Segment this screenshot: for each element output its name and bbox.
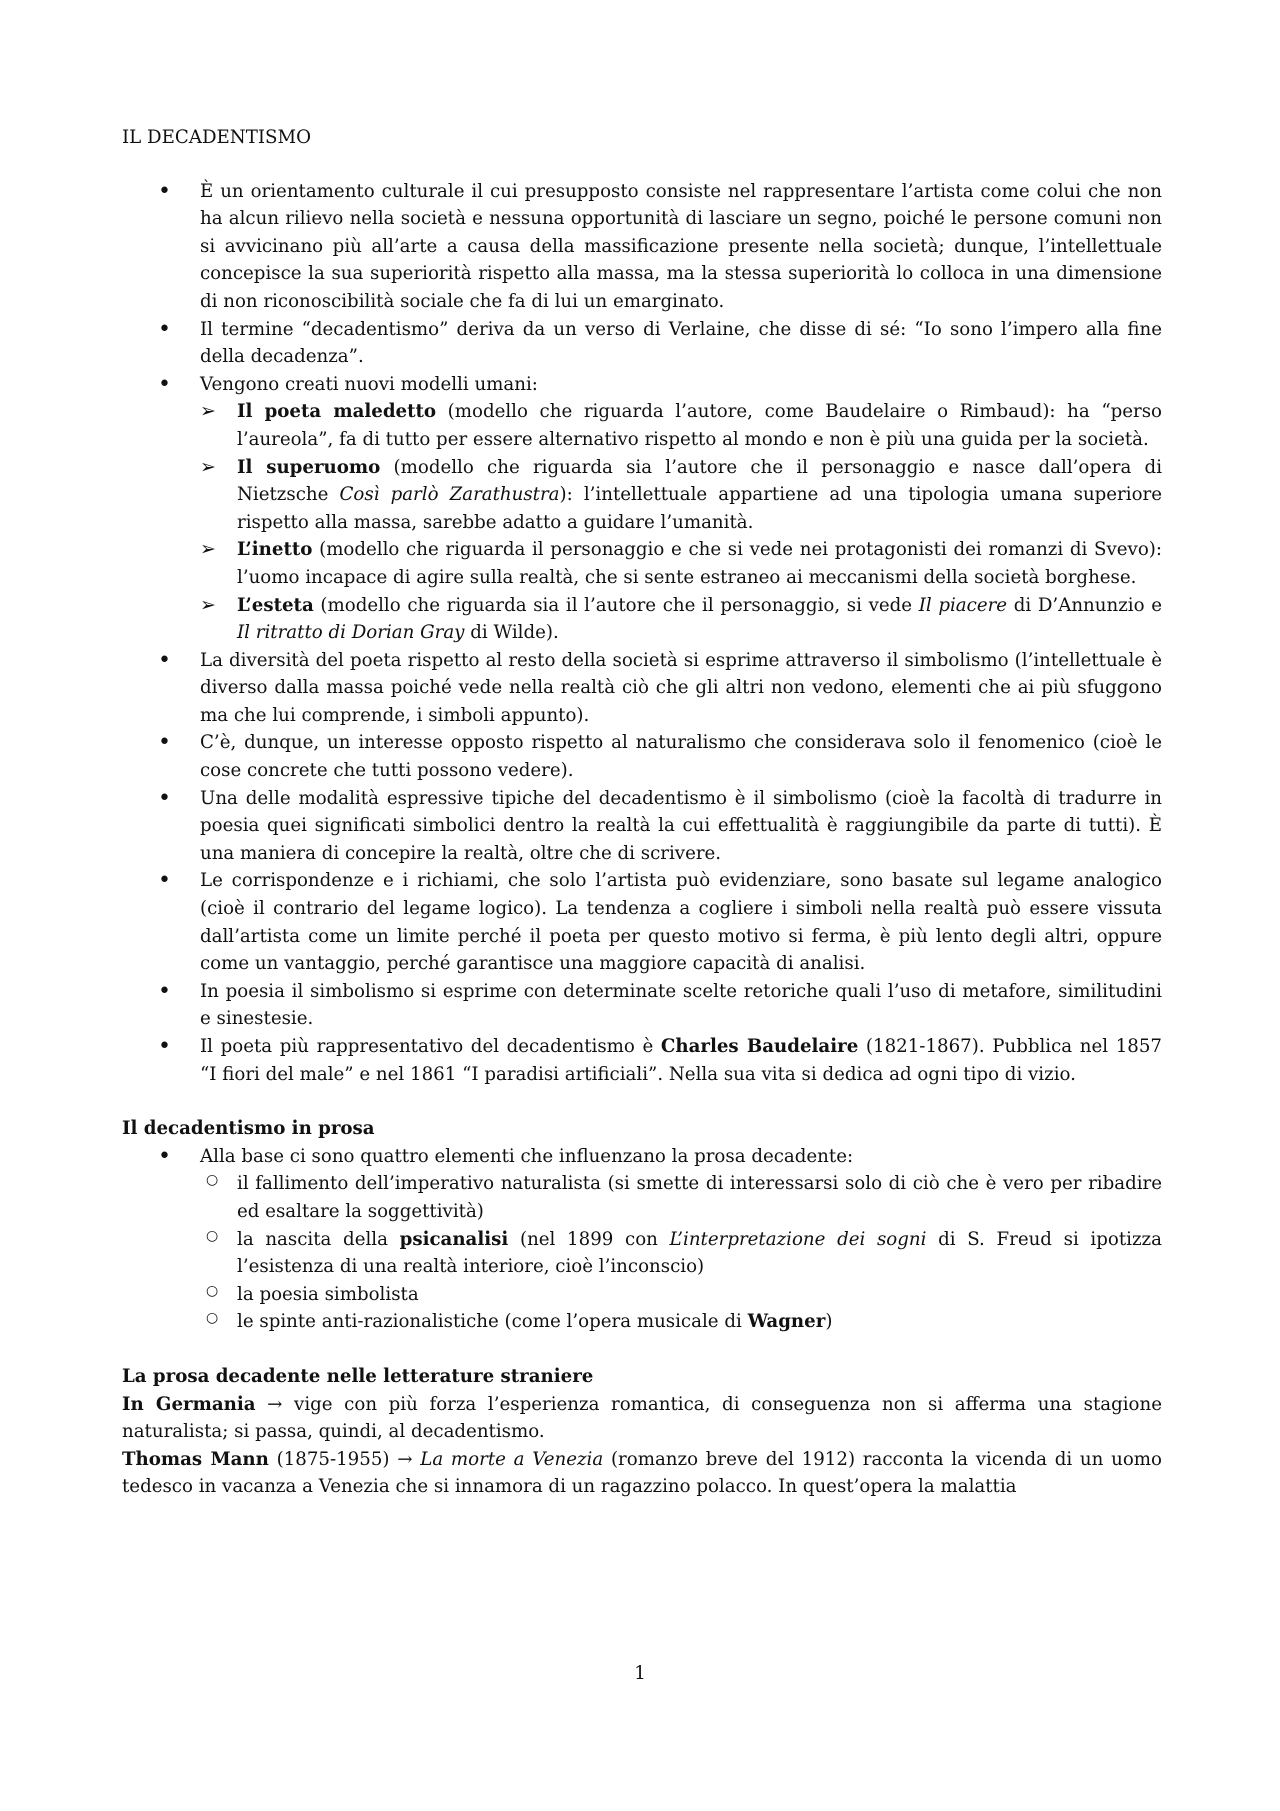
sub-list-item: ➢ L’esteta (modello che riguarda sia il l’autore che il personaggio, si vede Il piacere di D’Annunzio e Il ritratto di Dorian Gray di Wilde).	[200, 593, 1162, 644]
list-item: • In poesia il simbolismo si esprime con determinate scelte retoriche quali l’uso di metafore, similitudini e sinestesie.	[158, 978, 1162, 1030]
sub-list-item: ○ le spinte anti-razionalistiche (come l’opera musicale di Wagner)	[200, 1308, 1162, 1336]
sub-list-item: ○ il fallimento dell’imperativo naturalista (si smette di interessarsi solo di ciò che è vero per ribadire ed esaltare la soggettività)	[200, 1170, 1162, 1225]
arrow-bullet-icon: ➢	[200, 538, 216, 561]
bullet-icon: •	[158, 868, 171, 894]
bullet-icon: •	[158, 978, 171, 1004]
sub-list-item: ○ la poesia simbolista	[200, 1281, 1162, 1309]
list-item: • Il poeta più rappresentativo del decadentismo è Charles Baudelaire (1821-1867). Pubblica nel 1857 “I fiori del male” e nel 1861 “I paradisi artificiali”. Nella sua vita si dedica ad ogni tipo di vizio.	[158, 1034, 1162, 1085]
list-item: • Alla base ci sono quattro elementi che influenzano la prosa decadente: ○ il fallimento dell’imperativo naturalista (si smette di interessarsi solo di ciò che è vero per ribadire ed esaltare la soggettività) ○ la nascita della psicanalisi (nel 1899 con L’interpretazione dei sogni di S. Freud si ipotizza l’esistenza di una realtà interiore, cioè l’inconscio) ○ la poesia simbolista ○ le spinte anti-razionalistiche (come l’opera musicale di Wagner)	[122, 1143, 1162, 1336]
bullet-icon: •	[158, 785, 171, 811]
document-title: IL DECADENTISMO	[122, 127, 312, 148]
sub-list-item: ○ la nascita della psicanalisi (nel 1899 con L’interpretazione dei sogni di S. Freud si ipotizza l’esistenza di una realtà interiore, cioè l’inconscio)	[200, 1226, 1162, 1281]
section-heading-straniere: La prosa decadente nelle letterature straniere	[122, 1365, 594, 1387]
paragraph-germania: In Germania → vige con più forza l’esperienza romantica, di conseguenza non si afferma una stagione naturalista; si passa, quindi, al decadentismo.	[122, 1393, 1162, 1443]
paragraph-mann: Thomas Mann (1875-1955) → La morte a Venezia (romanzo breve del 1912) racconta la vicenda di un uomo tedesco in vacanza a Venezia che si innamora di un ragazzino polacco. In quest’opera la malattia	[122, 1448, 1162, 1498]
sub-list-item: ➢ L’inetto (modello che riguarda il personaggio e che si vede nei protagonisti dei romanzi di Svevo): l’uomo incapace di agire sulla realtà, che si sente estraneo ai meccanismi della società borghese.	[200, 538, 1162, 588]
arrow-bullet-icon: ➢	[200, 593, 216, 616]
list-item: • Le corrispondenze e i richiami, che solo l’artista può evidenziare, sono basate sul legame analogico (cioè il contrario del legame logico). La tendenza a cogliere i simboli nella realtà può essere vissuta dall’artista come un limite perché il poeta per questo motivo si ferma, è più lento degli altri, oppure come un vantaggio, perché garantisce una maggiore capacità di analisi.	[158, 868, 1162, 975]
list-item: • Il termine “decadentismo” deriva da un verso di Verlaine, che disse di sé: “Io sono l’impero alla fine della decadenza”.	[158, 316, 1162, 368]
bullet-icon: •	[158, 730, 171, 756]
circle-bullet-icon: ○	[206, 1310, 219, 1327]
page-number: 1	[634, 1663, 646, 1684]
bullet-icon: •	[158, 316, 171, 342]
list-item: • È un orientamento culturale il cui presupposto consiste nel rappresentare l’artista come colui che non ha alcun rilievo nella società e nessuna opportunità di lasciare un segno, poiché le persone comuni non si avvicinano più all’arte a causa della massificazione presente nella società; dunque, l’intellettuale concepisce la sua superiorità rispetto alla massa, ma la stessa superiorità lo colloca in una dimensione di non riconoscibilità sociale che fa di lui un emarginato.	[158, 178, 1162, 312]
section-heading-prosa: Il decadentismo in prosa	[122, 1118, 375, 1140]
bullet-icon: •	[158, 178, 171, 204]
list-item: • La diversità del poeta rispetto al resto della società si esprime attraverso il simbolismo (l’intellettuale è diverso dalla massa poiché vede nella realtà ciò che gli altri non vedono, elementi che ai più sfuggono ma che lui comprende, i simboli appunto).	[158, 647, 1162, 726]
main-bullet-list	[122, 178, 1162, 1089]
circle-bullet-icon: ○	[206, 1227, 219, 1244]
arrow-bullet-icon: ➢	[200, 400, 216, 423]
bullet-icon: •	[158, 371, 171, 397]
arrow-bullet-icon: ➢	[200, 455, 216, 478]
list-item: • Vengono creati nuovi modelli umani: ➢ Il poeta maledetto (modello che riguarda l’autore, come Baudelaire o Rimbaud): ha “perso l’aureola”, fa di tutto per essere alternativo rispetto al mondo e non è più una guida per la società. ➢ Il superuomo (modello che riguarda sia l’autore che il personaggio e nasce dall’opera di Nietzsche Così parlò Zarathustra): l’intellettuale appartiene ad una tipologia umana superiore rispetto alla massa, sarebbe adatto a guidare l’umanità. ➢ L’inetto (modello che riguarda il personaggio e che si vede nei protagonisti dei romanzi di Svevo): l’uomo incapace di agire sulla realtà, che si sente estraneo ai meccanismi della società borghese. ➢ L’esteta (modello che riguarda sia il l’autore che il personaggio, si vede Il piacere di D’Annunzio e Il ritratto di Dorian Gray di Wilde).	[122, 371, 1162, 647]
list-item: • Una delle modalità espressive tipiche del decadentismo è il simbolismo (cioè la facoltà di tradurre in poesia quei significati simbolici dentro la realtà la cui effettualità è raggiungibile da parte di tutti). È una maniera di concepire la realtà, oltre che di scrivere.	[158, 785, 1162, 864]
circle-bullet-icon: ○	[206, 1282, 219, 1299]
document-page	[122, 124, 1162, 1501]
bullet-icon: •	[158, 1143, 171, 1169]
sub-list-item: ➢ Il poeta maledetto (modello che riguarda l’autore, come Baudelaire o Rimbaud): ha “perso l’aureola”, fa di tutto per essere alternativo rispetto al mondo e non è più una guida per la società.	[200, 400, 1162, 450]
models-sublist	[200, 398, 1162, 646]
prosa-bullet-list	[122, 1143, 1162, 1336]
circle-bullet-icon: ○	[206, 1172, 219, 1189]
bullet-icon: •	[158, 1034, 171, 1059]
elements-sublist	[200, 1170, 1162, 1336]
bullet-icon: •	[158, 647, 171, 673]
sub-list-item: ➢ Il superuomo (modello che riguarda sia l’autore che il personaggio e nasce dall’opera di Nietzsche Così parlò Zarathustra): l’intellettuale appartiene ad una tipologia umana superiore rispetto alla massa, sarebbe adatto a guidare l’umanità.	[200, 455, 1163, 533]
list-item: • C’è, dunque, un interesse opposto rispetto al naturalismo che considerava solo il fenomenico (cioè le cose concrete che tutti possono vedere).	[158, 730, 1162, 782]
